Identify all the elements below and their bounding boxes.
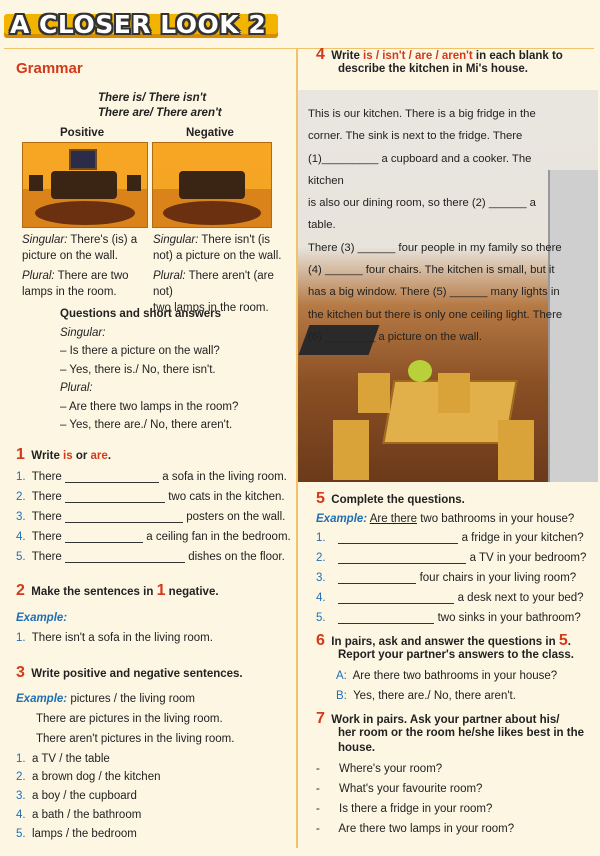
positive-label: Positive (60, 127, 105, 139)
exercise-1-item: 1. There a sofa in the living room. (16, 471, 287, 483)
exercise-7-heading-line3: house. (338, 742, 376, 754)
exercise-6-a: A: Are there two bathrooms in your house? (336, 670, 558, 682)
exercise-5-example: Example: Are there two bathrooms in your house? (316, 513, 575, 525)
exercise-7-item: - Is there a fridge in your room? (316, 803, 493, 815)
exercise-3-item: 4. a bath / the bathroom (16, 809, 142, 821)
exercise-6-heading-line2: Report your partner's answers to the class. (338, 649, 575, 661)
positive-room-image (22, 142, 148, 228)
exercise-7-item: - Where's your room? (316, 763, 443, 775)
positive-examples: Singular: There's (is) a picture on the wall. Plural: There are two lamps in the room. (22, 234, 138, 298)
section-heading: Grammar (16, 60, 83, 77)
exercise-4-heading-line2: describe the kitchen in Mi's house. (338, 63, 528, 75)
lamp-icon (29, 175, 43, 191)
grammar-heading-1: There is/ There isn't (98, 92, 207, 104)
exercise-1-item: 4. There a ceiling fan in the bedroom. (16, 531, 291, 543)
exercise-5-item: 3. four chairs in your living room? (316, 572, 577, 584)
exercise-6-b: B: Yes, there are./ No, there aren't. (336, 690, 516, 702)
page-title: A CLOSER LOOK 2 (10, 10, 267, 39)
chair-shape (438, 373, 470, 413)
negative-examples: Singular: There isn't (is not) a picture on the wall. Plural: There aren't (are not) two lamps in the room. (153, 234, 282, 314)
chair-shape (333, 420, 369, 480)
exercise-7-item: - What's your favourite room? (316, 783, 483, 795)
picture-frame-icon (69, 149, 97, 170)
exercise-3-item: 5. lamps / the bedroom (16, 828, 137, 840)
exercise-2-heading: 2 Make the sentences in 1 negative. (16, 582, 219, 599)
exercise-1-item: 5. There dishes on the floor. (16, 551, 285, 563)
fruit-bowl-shape (408, 360, 432, 382)
exercise-4-heading: 4 Write is / isn't / are / aren't in each blank to (316, 46, 563, 63)
exercise-1-item: 2. There two cats in the kitchen. (16, 491, 285, 503)
exercise-5-heading: 5 Complete the questions. (316, 490, 465, 507)
exercise-1-heading: 1 Write is or are. (16, 446, 112, 463)
exercise-2-example-label: Example: (16, 612, 68, 624)
chair-shape (498, 420, 534, 480)
negative-label: Negative (186, 127, 234, 139)
exercise-5-item: 2. a TV in your bedroom? (316, 552, 587, 564)
exercise-5-item: 1. a fridge in your kitchen? (316, 532, 584, 544)
exercise-6-heading: 6 In pairs, ask and answer the questions in 5. (316, 632, 571, 649)
exercise-3-example: Example: pictures / the living room (16, 693, 195, 705)
exercise-3-item: 1. a TV / the table (16, 753, 110, 765)
exercise-7-item: - Are there two lamps in your room? (316, 823, 515, 835)
exercise-5-item: 5. two sinks in your bathroom? (316, 612, 581, 624)
grammar-heading-2: There are/ There aren't (98, 107, 222, 119)
exercise-3-item: 3. a boy / the cupboard (16, 790, 137, 802)
questions-short-answers: Questions and short answers Singular: – Is there a picture on the wall? – Yes, there is./ No, there isn't. Plural: – Are there two lamps in the room? – Yes, there are./ No, there aren't. (60, 308, 239, 431)
lamp-icon (127, 175, 141, 191)
chair-shape (358, 373, 390, 413)
exercise-3-item: 2. a brown dog / the kitchen (16, 771, 161, 783)
exercise-7-heading-line2: her room or the room he/she likes best in the (338, 727, 585, 739)
exercise-3-heading: 3 Write positive and negative sentences. (16, 664, 243, 681)
exercise-2-item: 1. There isn't a sofa in the living room. (16, 632, 213, 644)
exercise-4-passage: This is our kitchen. There is a big fridge in the corner. The sink is next to the fridge. There (1)_________ a cupboard and a cooker. The kitchen is also our dining room, so there (2) ______ a table. There (3) ______ four people in my family so there (4) ______ four chairs. The kitchen is small, but it has a big window. There (5) ______ many lights in the kitchen but there is only one ceiling light. There (6) ________ a picture on the wall. (308, 108, 563, 343)
exercise-1-item: 3. There posters on the wall. (16, 511, 286, 523)
exercise-3-example-positive: There are pictures in the living room. (36, 713, 223, 725)
exercise-7-heading: 7 Work in pairs. Ask your partner about his/ (316, 710, 560, 727)
exercise-3-example-negative: There aren't pictures in the living room. (36, 733, 235, 745)
negative-room-image (152, 142, 272, 228)
exercise-5-item: 4. a desk next to your bed? (316, 592, 584, 604)
